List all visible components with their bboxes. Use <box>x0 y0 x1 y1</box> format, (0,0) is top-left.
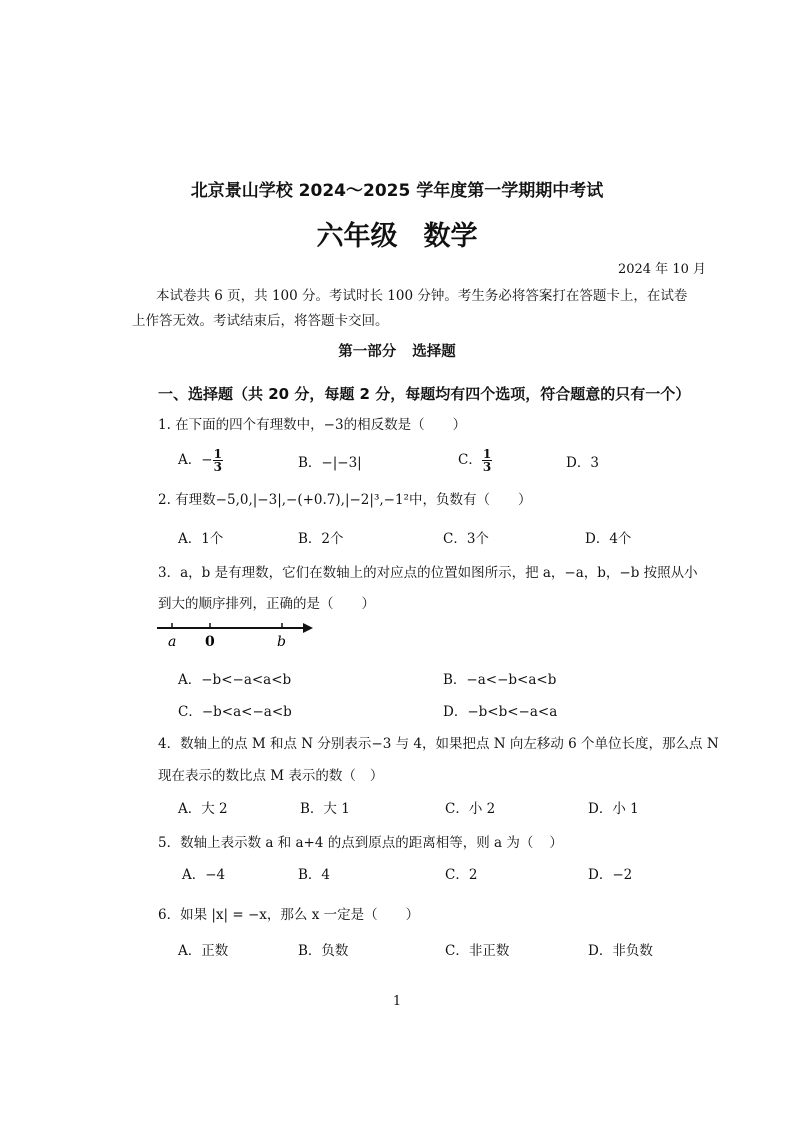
question-3-option-b: B．−a<−b<a<b <box>443 672 557 688</box>
question-2-expression: −5,0,|−3|,−(+0.7),|−2|³,−1² <box>215 492 409 508</box>
question-5-option-c: C．2 <box>445 867 478 883</box>
page-number: 1 <box>392 994 402 1009</box>
part-heading <box>0 340 794 361</box>
grade-subject-heading <box>0 214 794 253</box>
exam-date: 2024 年 10 月 <box>617 262 706 277</box>
question-3-line-2: 到大的顺序排列，正确的是（ ） <box>158 596 375 612</box>
label-a: a <box>168 634 177 650</box>
exam-notice: 本试卷共 6 页，共 100 分。考试时长 100 分钟。考生务必将答案打在答题卡上，在试卷上作答无效。考试结束后，将答题卡交回。 <box>132 288 688 329</box>
question-6-option-a: A．正数 <box>178 943 229 959</box>
question-4-option-c: C．小 2 <box>445 801 496 817</box>
question-1-option-a: A．− $\frac{1}{3}$ <box>178 447 222 474</box>
question-6-option-b: B．负数 <box>298 943 349 959</box>
question-4-option-b: B．大 1 <box>300 801 350 817</box>
question-6-option-d: D．非负数 <box>588 943 653 959</box>
label-0: 0 <box>205 634 215 650</box>
question-1-text: 1. 在下面的四个有理数中，−3的相反数是（ <box>158 417 425 433</box>
question-2-stem: 2. 有理数−5,0,|−3|,−(+0.7),|−2|³,−1²中，负数有（ ） <box>158 492 532 508</box>
question-5-option-a: A．−4 <box>182 867 226 883</box>
question-3-option-a: A．−b<−a<a<b <box>178 672 292 688</box>
question-4-line-1: 4．数轴上的点 M 和点 N 分别表示−3 与 4，如果把点 N 向左移动 6 个单位长度，那么点 N <box>158 736 719 752</box>
question-2-option-c: C．3个 <box>443 531 489 547</box>
question-1-stem <box>158 413 466 433</box>
question-4-line-2: 现在表示的数比点 M 表示的数（ ） <box>158 768 384 784</box>
question-4-option-d: D．小 1 <box>588 801 639 817</box>
label-b: b <box>277 634 286 650</box>
exam-title: 北京景山学校 2024～2025 学年度第一学期期中考试 <box>190 181 604 201</box>
subject-label: 数学 <box>423 221 478 252</box>
question-1-option-c: C． $\frac{1}{3}$ <box>458 447 492 474</box>
question-2-option-a: A．1个 <box>178 531 224 547</box>
question-5-stem: 5．数轴上表示数 a 和 a+4 的点到原点的距离相等，则 a 为（ ） <box>158 835 563 851</box>
question-6-option-c: C．非正数 <box>445 943 510 959</box>
number-line-arrow <box>303 623 313 633</box>
section-heading: 一、选择题（共 20 分，每题 2 分，每题均有四个选项，符合题意的只有一个） <box>158 385 691 403</box>
question-1-option-d: D．3 <box>566 455 599 471</box>
question-3-line-1: 3．a，b 是有理数，它们在数轴上的对应点的位置如图所示，把 a，−a，b，−b 按照从小 <box>158 565 698 581</box>
part-name: 选择题 <box>412 344 456 360</box>
question-5-option-d: D．−2 <box>588 867 633 883</box>
question-3-option-d: D．−b<b<−a<a <box>443 704 558 720</box>
question-5-option-b: B．4 <box>298 867 331 883</box>
fraction: $\frac{1}{3}$ <box>482 447 492 474</box>
question-1-bracket: ） <box>452 417 467 433</box>
grade-label: 六年级 <box>316 221 398 252</box>
number-line-diagram <box>155 618 315 654</box>
question-3-option-c: C．−b<a<−a<b <box>178 704 292 720</box>
question-2-option-d: D．4个 <box>585 531 632 547</box>
question-1-option-b: B．−|−3| <box>298 455 362 471</box>
fraction: $\frac{1}{3}$ <box>213 447 222 474</box>
question-2-option-b: B．2个 <box>298 531 344 547</box>
question-6-stem: 6．如果 |x| = −x，那么 x 一定是（ ） <box>158 907 420 923</box>
part-number: 第一部分 <box>338 344 397 360</box>
question-4-option-a: A．大 2 <box>178 801 228 817</box>
